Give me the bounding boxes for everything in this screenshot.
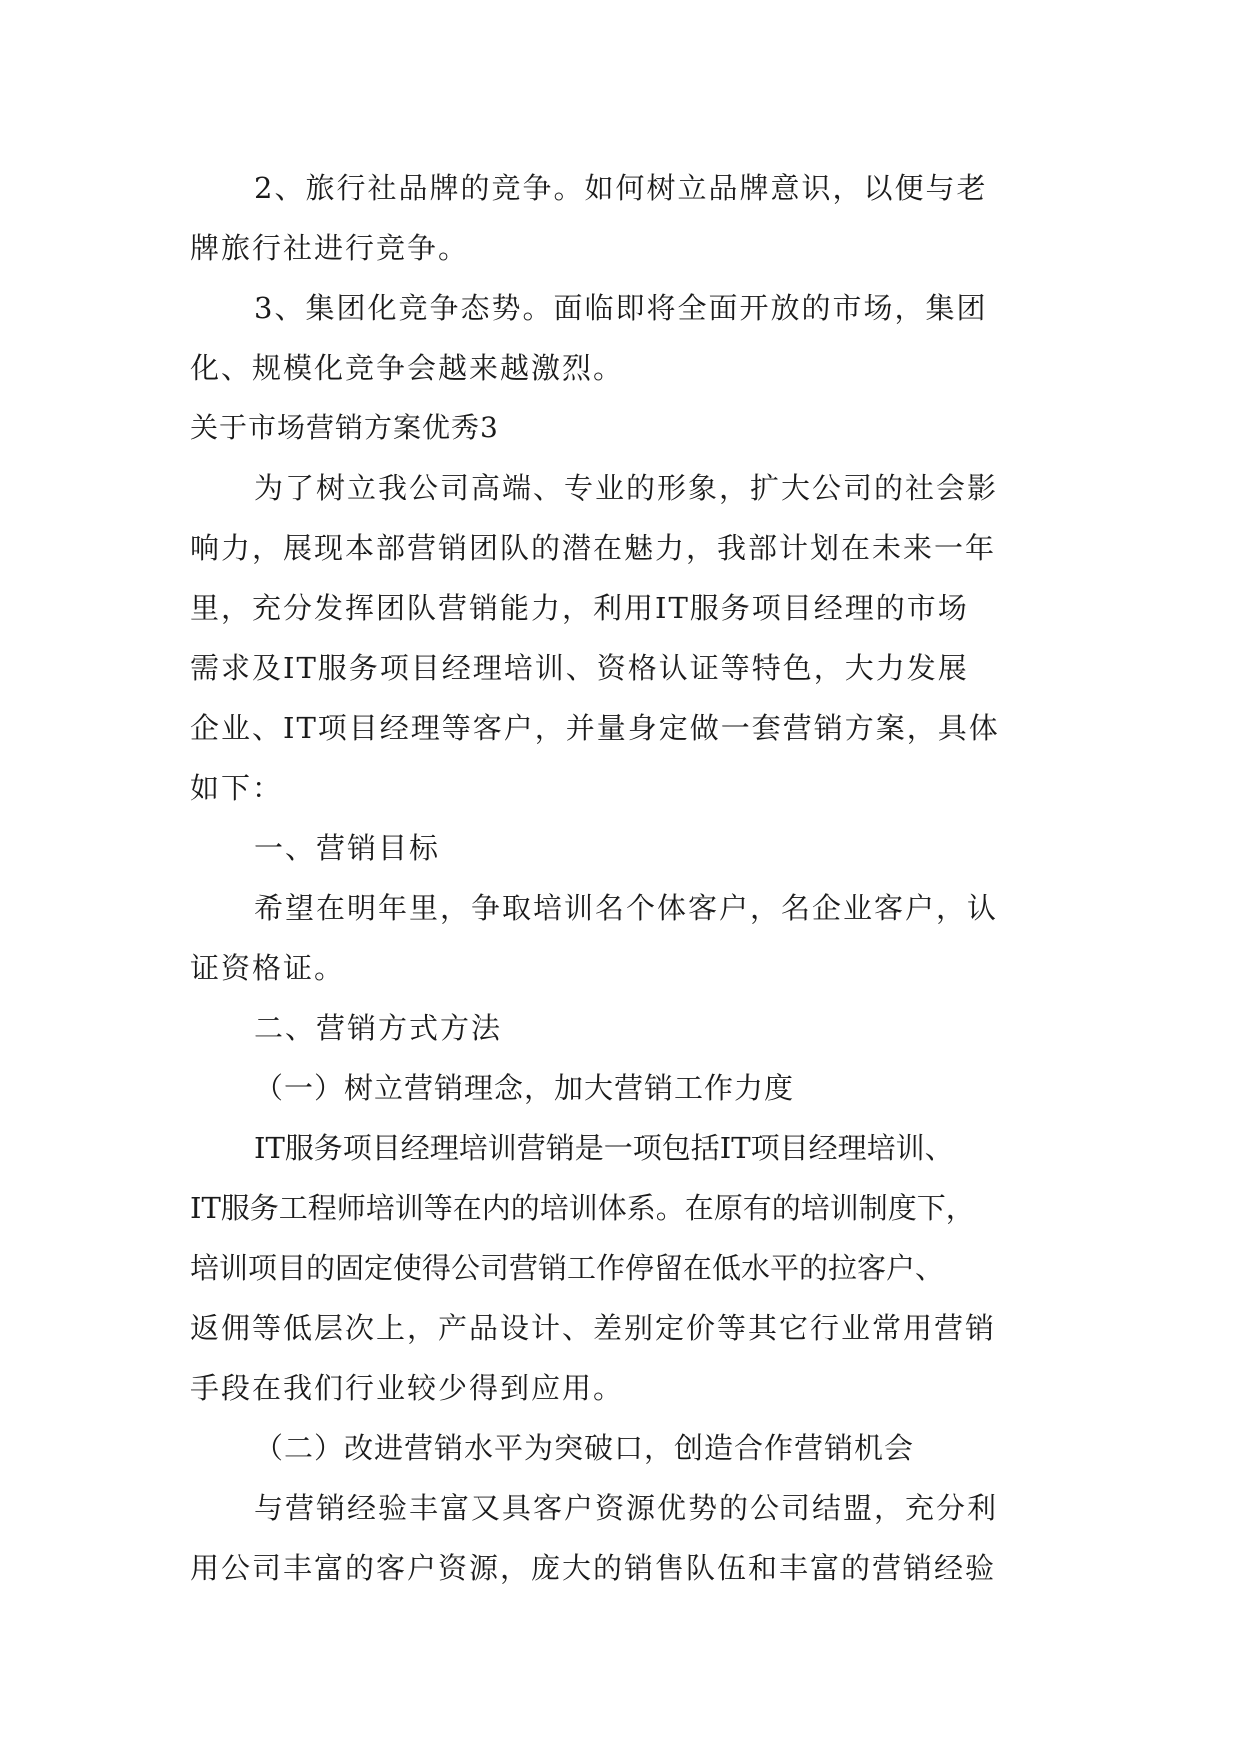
paragraph-line: 牌旅行社进行竞争。: [190, 231, 470, 265]
subheading: 一、营销目标: [254, 831, 441, 865]
subheading: （一）树立营销理念，加大营销工作力度: [254, 1071, 795, 1105]
paragraph-line: 返佣等低层次上，产品设计、差别定价等其它行业常用营销: [190, 1311, 997, 1345]
paragraph-line: 2、旅行社品牌的竞争。如何树立品牌意识，以便与老: [254, 171, 988, 205]
subheading: （二）改进营销水平为突破口，创造合作营销机会: [254, 1431, 915, 1465]
paragraph-line: 证资格证。: [190, 951, 346, 985]
paragraph-line: 为了树立我公司高端、专业的形象，扩大公司的社会影: [254, 471, 999, 505]
paragraph-line: 化、规模化竞争会越来越激烈。: [190, 351, 625, 385]
paragraph-line: 3、集团化竞争态势。面临即将全面开放的市场，集团: [254, 291, 988, 325]
paragraph-line: 用公司丰富的客户资源，庞大的销售队伍和丰富的营销经验: [190, 1551, 997, 1585]
paragraph-line: 如下：: [190, 771, 284, 805]
paragraph-line: 需求及IT服务项目经理培训、资格认证等特色，大力发展: [190, 651, 969, 685]
subheading: 二、营销方式方法: [254, 1011, 503, 1045]
paragraph-line: 培训项目的固定使得公司营销工作停留在低水平的拉客户、: [190, 1251, 945, 1285]
paragraph-line: 希望在明年里，争取培训名个体客户，名企业客户，认: [254, 891, 999, 925]
section-heading: 关于市场营销方案优秀3: [190, 411, 499, 444]
document-body: [190, 158, 1052, 1598]
paragraph-line: 响力，展现本部营销团队的潜在魅力，我部计划在未来一年: [190, 531, 997, 565]
paragraph-line: 与营销经验丰富又具客户资源优势的公司结盟，充分利: [254, 1491, 999, 1525]
paragraph-line: IT服务项目经理培训营销是一项包括IT项目经理培训、: [254, 1131, 954, 1165]
paragraph-line: 手段在我们行业较少得到应用。: [190, 1371, 625, 1405]
paragraph-line: IT服务工程师培训等在内的培训体系。在原有的培训制度下，: [190, 1191, 975, 1225]
paragraph-line: 里，充分发挥团队营销能力，利用IT服务项目经理的市场: [190, 591, 969, 625]
paragraph-line: 企业、IT项目经理等客户，并量身定做一套营销方案，具体: [190, 711, 1000, 745]
